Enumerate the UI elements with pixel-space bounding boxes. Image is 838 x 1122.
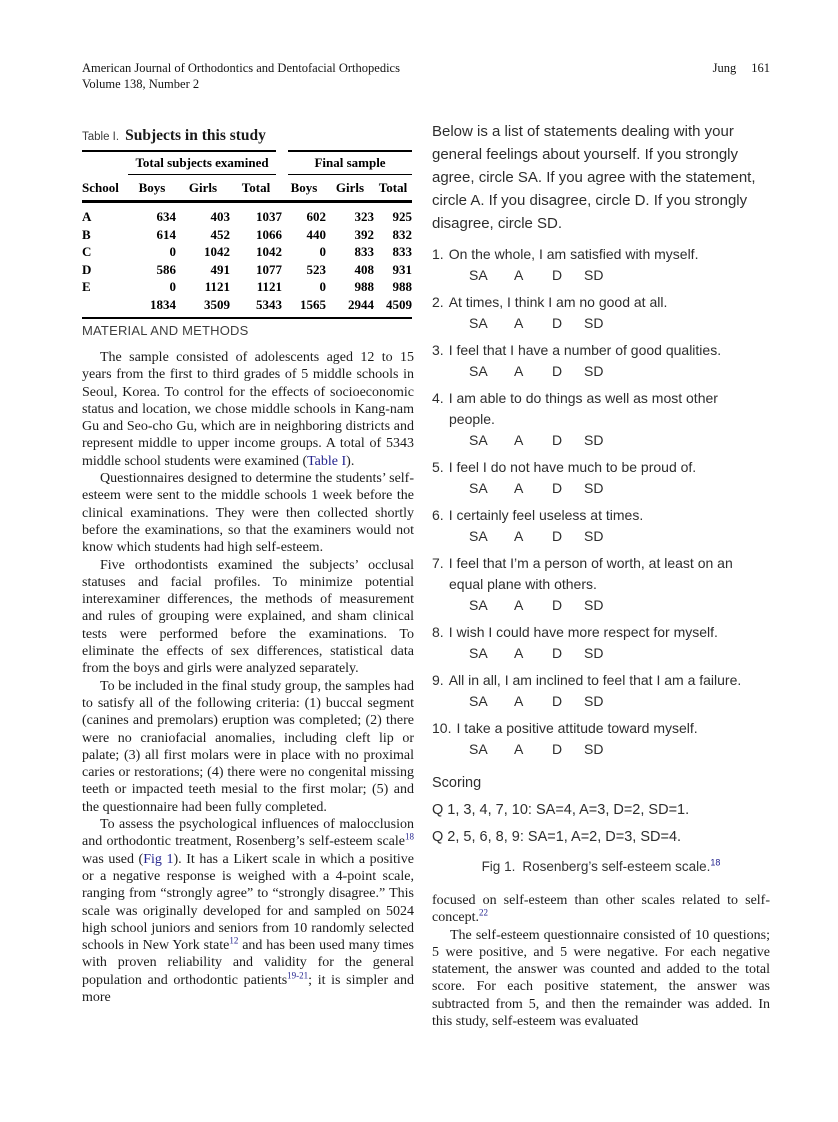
likert-options bbox=[432, 595, 770, 616]
table-cell: 408 bbox=[354, 261, 375, 277]
running-header bbox=[82, 60, 770, 92]
likert-options bbox=[432, 313, 770, 334]
running-header-right bbox=[713, 60, 770, 92]
journal-name: American Journal of Orthodontics and Dentofacial Orthopedics bbox=[82, 61, 400, 75]
table-cell: 4509 bbox=[386, 296, 413, 312]
option-a: A bbox=[514, 315, 524, 331]
question-item-8 bbox=[432, 622, 770, 664]
likert-options bbox=[432, 430, 770, 451]
question-item-10 bbox=[432, 718, 770, 760]
question-item-7 bbox=[432, 553, 770, 616]
question-text: I feel I do not have much to be proud of. bbox=[448, 459, 697, 475]
paragraph-text: The sample consisted of adolescents aged 12 to 15 years from the first to third grades of 5 middle schools in Seoul, Korea. To control for the effects of socioeconomic status and location, we chose middle schools in Kang-nam Gu and Seo-cho Gu, which are in neighboring districts and represent middle to upper income groups. A total of 5343 middle school students were examined ( bbox=[82, 350, 414, 469]
column-header-boys-examined: Boys bbox=[138, 180, 166, 195]
likert-options bbox=[432, 478, 770, 499]
question-text: All in all, I am inclined to feel that I am a failure. bbox=[448, 672, 742, 688]
table-cell: 0 bbox=[169, 279, 176, 294]
methods-paragraph-3: Five orthodontists examined the subjects’ occlusal statuses and facial profiles. To minimize potential interexaminer differences, the methods of measurement and rules of grouping were explained, and sham clinical tests were performed before the examinations. To eliminate the effects of sex differences, statistical data from the boys and girls were analyzed separately. bbox=[82, 557, 414, 677]
citation-22-link[interactable]: 22 bbox=[479, 907, 489, 918]
question-number: 9. bbox=[432, 672, 444, 688]
option-d: D bbox=[552, 693, 563, 709]
question-text: I feel that I have a number of good qualities. bbox=[448, 342, 722, 358]
question-number: 6. bbox=[432, 507, 444, 523]
paragraph-text: and has been used many times with proven reliability and validity for the general population and orthodontic patients bbox=[82, 938, 414, 988]
option-d: D bbox=[552, 528, 563, 544]
question-number: 8. bbox=[432, 624, 444, 640]
table-cell: 1077 bbox=[256, 261, 283, 277]
fig-1-reference-link[interactable]: Fig 1 bbox=[143, 851, 174, 867]
methods-paragraph-5 bbox=[82, 816, 414, 1006]
scoring-heading: Scoring bbox=[432, 775, 482, 791]
option-sd: SD bbox=[584, 645, 604, 661]
table-1-caption bbox=[82, 127, 412, 145]
table-subheader-row bbox=[82, 175, 412, 202]
question-line bbox=[432, 553, 770, 574]
table-row-school-e bbox=[82, 278, 412, 296]
table-cell: 323 bbox=[354, 209, 375, 224]
group-header-final-sample: Final sample bbox=[282, 151, 412, 175]
question-item-1 bbox=[432, 244, 770, 286]
table-cell: 931 bbox=[392, 261, 413, 277]
paragraph-text: To assess the psychological influences of malocclusion and orthodontic treatment, Rosenberg’s self-esteem scale bbox=[82, 817, 414, 850]
option-d: D bbox=[552, 363, 563, 379]
table-cell: A bbox=[82, 209, 92, 224]
table-group-header-row bbox=[82, 151, 412, 175]
option-sa: SA bbox=[469, 480, 488, 496]
option-a: A bbox=[514, 645, 524, 661]
table-cell: 440 bbox=[306, 226, 327, 242]
option-d: D bbox=[552, 315, 563, 331]
question-line bbox=[432, 670, 770, 691]
option-a: A bbox=[514, 480, 524, 496]
figure-caption-label: Fig 1. bbox=[481, 859, 516, 874]
paragraph-text: ). It has a Likert scale in which a positive or a negative response is weighed with a 4-point scale, ranging from “strongly agree” to “strongly disagree.” This scale was originally developed for and sampled on 5024 high school juniors and seniors from 10 randomly selected schools in New York state bbox=[82, 851, 414, 954]
option-sa: SA bbox=[469, 741, 488, 757]
column-header-boys-final: Boys bbox=[290, 180, 318, 195]
table-cell: 403 bbox=[210, 209, 230, 224]
question-text: At times, I think I am no good at all. bbox=[448, 294, 668, 310]
paragraph-text: was used ( bbox=[82, 851, 144, 867]
option-a: A bbox=[514, 432, 524, 448]
likert-options bbox=[432, 643, 770, 664]
likert-options bbox=[432, 361, 770, 382]
left-column bbox=[82, 323, 414, 1006]
right-column bbox=[432, 120, 770, 1030]
caption-citation-18-link[interactable]: 18 bbox=[710, 857, 721, 868]
question-line bbox=[432, 292, 770, 313]
table-cell: 1037 bbox=[256, 209, 283, 224]
table-row-school-c bbox=[82, 243, 412, 261]
column-header-girls-final: Girls bbox=[335, 180, 365, 195]
option-sa: SA bbox=[469, 363, 488, 379]
option-d: D bbox=[552, 597, 563, 613]
table-cell: 1565 bbox=[300, 296, 327, 312]
methods-paragraph-1 bbox=[82, 349, 414, 470]
option-sd: SD bbox=[584, 693, 604, 709]
question-number: 7. bbox=[432, 555, 444, 571]
table-cell: 1042 bbox=[204, 244, 230, 259]
option-sa: SA bbox=[469, 528, 488, 544]
option-a: A bbox=[514, 267, 524, 283]
question-text: I wish I could have more respect for myself. bbox=[448, 624, 718, 640]
table-cell: 586 bbox=[156, 261, 176, 277]
running-head-author: Jung bbox=[712, 61, 737, 75]
table-cell: 1066 bbox=[256, 226, 283, 242]
table-cell: 833 bbox=[354, 244, 375, 259]
table-cell: 1121 bbox=[204, 279, 230, 294]
table-cell: 1121 bbox=[256, 279, 283, 294]
table-cell: 832 bbox=[392, 226, 413, 242]
question-item-6 bbox=[432, 505, 770, 547]
question-number: 1. bbox=[432, 246, 444, 262]
citation-18-link[interactable]: 18 bbox=[405, 831, 414, 842]
option-sa: SA bbox=[469, 693, 488, 709]
question-item-4 bbox=[432, 388, 770, 451]
question-text-wrapped: people. bbox=[449, 411, 495, 427]
option-sd: SD bbox=[584, 597, 604, 613]
methods-paragraph-4: To be included in the final study group, the samples had to satisfy all of the following criteria: (1) buccal segment (canines and premolars) eruption was completed; (2) there were no craniofacial anomalies, including cleft lip or palate; (3) all first molars were in place with no proximal caries or restorations; (4) there were no congenital missing teeth or impacted teeth mesial to the first molar; (5) and the questionnaire had been fully completed. bbox=[82, 678, 414, 815]
table-cell: 0 bbox=[169, 244, 176, 259]
running-header-left bbox=[82, 60, 400, 92]
question-number: 5. bbox=[432, 459, 444, 475]
question-line bbox=[432, 340, 770, 361]
option-d: D bbox=[552, 645, 563, 661]
subjects-table bbox=[82, 150, 412, 319]
question-text: I am able to do things as well as most other bbox=[448, 390, 718, 406]
option-d: D bbox=[552, 267, 563, 283]
question-text: On the whole, I am satisfied with myself. bbox=[448, 246, 699, 262]
methods-paragraph-2: Questionnaires designed to determine the students’ self-esteem were sent to the middle schools 1 week before the clinical examinations. They were then collected shortly before the examinations, so that the examiners would not know which students had high self-esteem. bbox=[82, 471, 414, 556]
question-number: 10. bbox=[432, 720, 452, 736]
group-header-total-examined: Total subjects examined bbox=[128, 151, 282, 175]
option-sa: SA bbox=[469, 267, 488, 283]
table-cell: 5343 bbox=[256, 296, 283, 312]
continuation-paragraph-2: The self-esteem questionnaire consisted of 10 questions; 5 were positive, and 5 were negative. For each negative statement, the answer was counted and added to the total score. For each positive statement, the answer was subtracted from 5, and then the remainder was added. In this study, self-esteem was evaluated bbox=[432, 927, 770, 1030]
table-cell: 452 bbox=[210, 226, 230, 242]
option-sd: SD bbox=[584, 432, 604, 448]
likert-options bbox=[432, 739, 770, 760]
questionnaire-intro: Below is a list of statements dealing with your general feelings about yourself. If you strongly agree, circle SA. If you agree with the statement, circle A. If you disagree, circle D. If you strongly disagree, circle SD. bbox=[432, 123, 756, 232]
table-cell: D bbox=[82, 261, 92, 277]
question-line bbox=[432, 505, 770, 526]
table-cell: 602 bbox=[306, 209, 327, 224]
table-cell: 988 bbox=[392, 279, 413, 294]
table-row-totals bbox=[82, 296, 412, 318]
paragraph-text: ). bbox=[346, 453, 355, 469]
table-1-title: Subjects in this study bbox=[125, 127, 266, 144]
question-text: I take a positive attitude toward myself. bbox=[456, 720, 698, 736]
table-1 bbox=[82, 127, 412, 319]
table-cell bbox=[82, 296, 128, 318]
paragraph-text: focused on self-esteem than other scales related to self-concept. bbox=[432, 893, 770, 926]
table-cell: 0 bbox=[319, 244, 327, 259]
figure-caption-text: Rosenberg’s self-esteem scale. bbox=[522, 859, 711, 874]
option-d: D bbox=[552, 432, 563, 448]
option-sd: SD bbox=[584, 363, 604, 379]
question-item-5 bbox=[432, 457, 770, 499]
likert-options bbox=[432, 265, 770, 286]
table-row-school-b bbox=[82, 226, 412, 244]
citation-19-21-link[interactable]: 19-21 bbox=[287, 970, 309, 981]
likert-options bbox=[432, 691, 770, 712]
option-sa: SA bbox=[469, 645, 488, 661]
question-text-wrapped: equal plane with others. bbox=[449, 576, 597, 592]
question-line bbox=[432, 622, 770, 643]
option-a: A bbox=[514, 741, 524, 757]
scoring-rule-negative: Q 2, 5, 6, 8, 9: SA=1, A=2, D=3, SD=4. bbox=[432, 829, 682, 845]
question-line bbox=[432, 244, 770, 265]
table-cell: B bbox=[82, 226, 91, 242]
question-line bbox=[432, 388, 770, 409]
question-number: 3. bbox=[432, 342, 444, 358]
option-sa: SA bbox=[469, 432, 488, 448]
table-cell: 3509 bbox=[204, 296, 230, 312]
paragraph-text: ; it is simpler and more bbox=[82, 972, 414, 1005]
question-item-9 bbox=[432, 670, 770, 712]
option-a: A bbox=[514, 597, 524, 613]
table-row-school-a bbox=[82, 202, 412, 226]
column-header-girls-examined: Girls bbox=[188, 180, 218, 195]
question-number: 2. bbox=[432, 294, 444, 310]
likert-options bbox=[432, 526, 770, 547]
option-sa: SA bbox=[469, 597, 488, 613]
scoring-rule-positive: Q 1, 3, 4, 7, 10: SA=4, A=3, D=2, SD=1. bbox=[432, 802, 690, 818]
question-line bbox=[432, 457, 770, 478]
option-d: D bbox=[552, 741, 563, 757]
table-cell: 988 bbox=[354, 279, 375, 294]
column-header-school: School bbox=[82, 180, 119, 195]
table-1-label: Table I. bbox=[82, 131, 120, 143]
question-line bbox=[432, 718, 770, 739]
table-cell: 925 bbox=[392, 209, 413, 224]
table-cell: E bbox=[82, 279, 91, 294]
column-header-total-final: Total bbox=[378, 180, 408, 195]
table-cell: 634 bbox=[156, 209, 176, 224]
running-head-page-number: 161 bbox=[751, 61, 770, 75]
table-cell: C bbox=[82, 244, 92, 259]
table-corner-cell bbox=[82, 151, 128, 175]
option-sd: SD bbox=[584, 528, 604, 544]
question-number: 4. bbox=[432, 390, 444, 406]
question-item-2 bbox=[432, 292, 770, 334]
table-1-reference-link[interactable]: Table I bbox=[307, 453, 347, 469]
question-item-3 bbox=[432, 340, 770, 382]
table-cell: 833 bbox=[392, 244, 413, 259]
table-cell: 392 bbox=[354, 226, 375, 242]
column-header-total-examined: Total bbox=[241, 180, 271, 195]
continuation-paragraph-1 bbox=[432, 892, 770, 927]
option-sd: SD bbox=[584, 267, 604, 283]
option-sa: SA bbox=[469, 315, 488, 331]
option-sd: SD bbox=[584, 315, 604, 331]
option-a: A bbox=[514, 693, 524, 709]
table-cell: 2944 bbox=[348, 296, 375, 312]
table-cell: 1042 bbox=[256, 244, 283, 259]
table-cell: 614 bbox=[156, 226, 176, 242]
body-text-continuation bbox=[432, 892, 770, 1030]
table-cell: 0 bbox=[319, 279, 327, 294]
section-heading-material-and-methods: MATERIAL AND METHODS bbox=[82, 323, 249, 338]
figure-1-caption bbox=[432, 859, 770, 874]
table-cell: 491 bbox=[210, 261, 230, 277]
option-sd: SD bbox=[584, 480, 604, 496]
volume-number: Volume 138, Number 2 bbox=[82, 77, 200, 91]
option-a: A bbox=[514, 528, 524, 544]
question-text: I certainly feel useless at times. bbox=[448, 507, 644, 523]
question-text: I feel that I’m a person of worth, at least on an bbox=[448, 555, 733, 571]
citation-12-link[interactable]: 12 bbox=[229, 935, 239, 946]
option-a: A bbox=[514, 363, 524, 379]
option-d: D bbox=[552, 480, 563, 496]
table-cell: 523 bbox=[306, 261, 327, 277]
table-cell: 1834 bbox=[150, 296, 176, 312]
table-row-school-d bbox=[82, 261, 412, 279]
option-sd: SD bbox=[584, 741, 604, 757]
